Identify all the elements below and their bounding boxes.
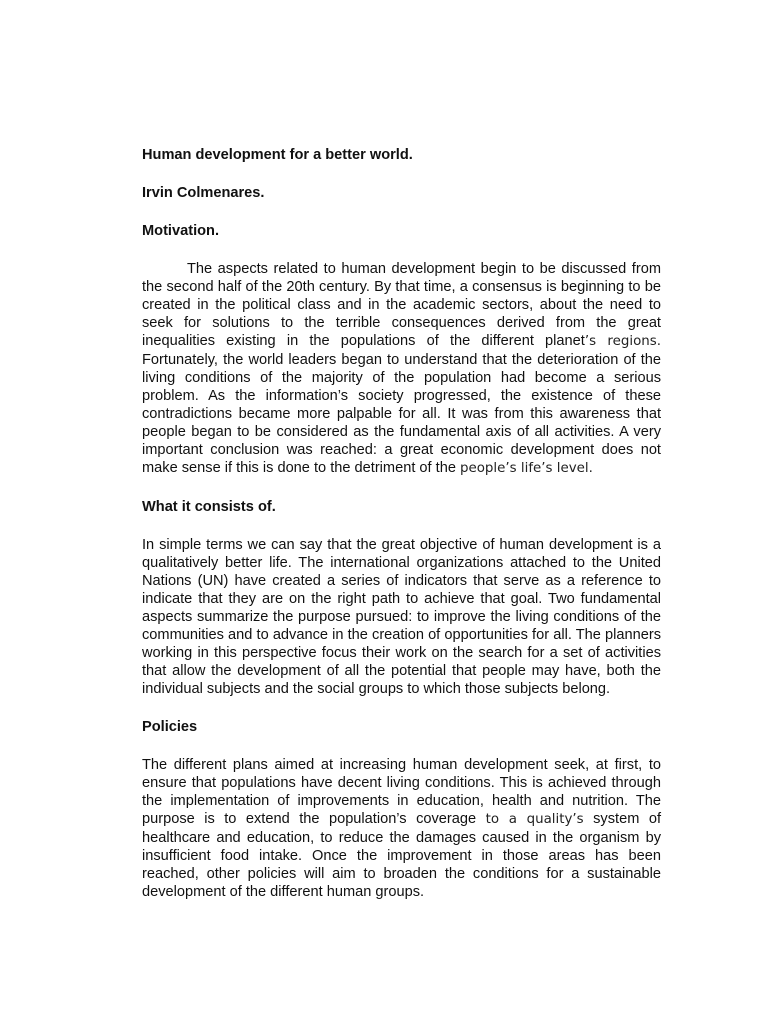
paragraph-text: Fortunately, the world leaders began to understand that the deterioration of the living conditions of the majority of the population had become a serious problem. As the information’s society progressed, the existence of these contradictions became more palpable for all. It was from this awareness that people began to be considered as the fundamental axis of all activities. A very important conclusion was reached: a great economic development does not make sense if this is done to the detriment of the (142, 352, 661, 476)
section-paragraph-motivation (142, 260, 661, 478)
document-page (142, 146, 661, 921)
document-author: Irvin Colmenares. (142, 185, 265, 201)
paragraph-text: The different plans aimed at increasing human development seek, at first, to ensure that populations have decent living conditions. This is achieved through the implementation of improvements in education, health and nutrition. The purpose is to extend the population’s coverage (142, 757, 661, 827)
section-heading-motivation: Motivation. (142, 223, 220, 239)
paragraph-text-alt-font: to a quality’s (485, 812, 584, 827)
section-paragraph-what-it-consists-of: In simple terms we can say that the great objective of human development is a qualitatively better life. The international organizations attached to the United Nations (UN) have created a series of indicators that serve as a reference to indicate that they are on the right path to achieve that goal. Two fundamental aspects summarize the purpose pursued: to improve the living conditions of the communities and to advance in the creation of opportunities for all. The planners working in this perspective focus their work on the search for a set of activities that allow the development of all the potential that people may have, both the individual subjects and the social groups to which those subjects belong. (142, 537, 661, 697)
paragraph-text-alt-font: people’s life’s level. (460, 461, 593, 476)
section-heading-policies: Policies (142, 719, 198, 735)
paragraph-text-alt-font: ’s regions. (584, 334, 661, 349)
section-heading-what-it-consists-of: What it consists of. (142, 499, 276, 515)
section-paragraph-policies (142, 756, 661, 901)
paragraph-text: The aspects related to human development begin to be discussed from the second half of the 20th century. By that time, a consensus is beginning to be created in the political class and in the academic sectors, about the need to seek for solutions to the terrible consequences derived from the great inequalities existing in the populations of the different planet (142, 261, 661, 349)
document-title: Human development for a better world. (142, 147, 413, 163)
paragraph-text: system of healthcare and education, to reduce the damages caused in the organism by insufficient food intake. Once the improvement in those areas has been reached, other policies will aim to broaden the conditions for a sustainable development of the different human groups. (142, 811, 662, 900)
